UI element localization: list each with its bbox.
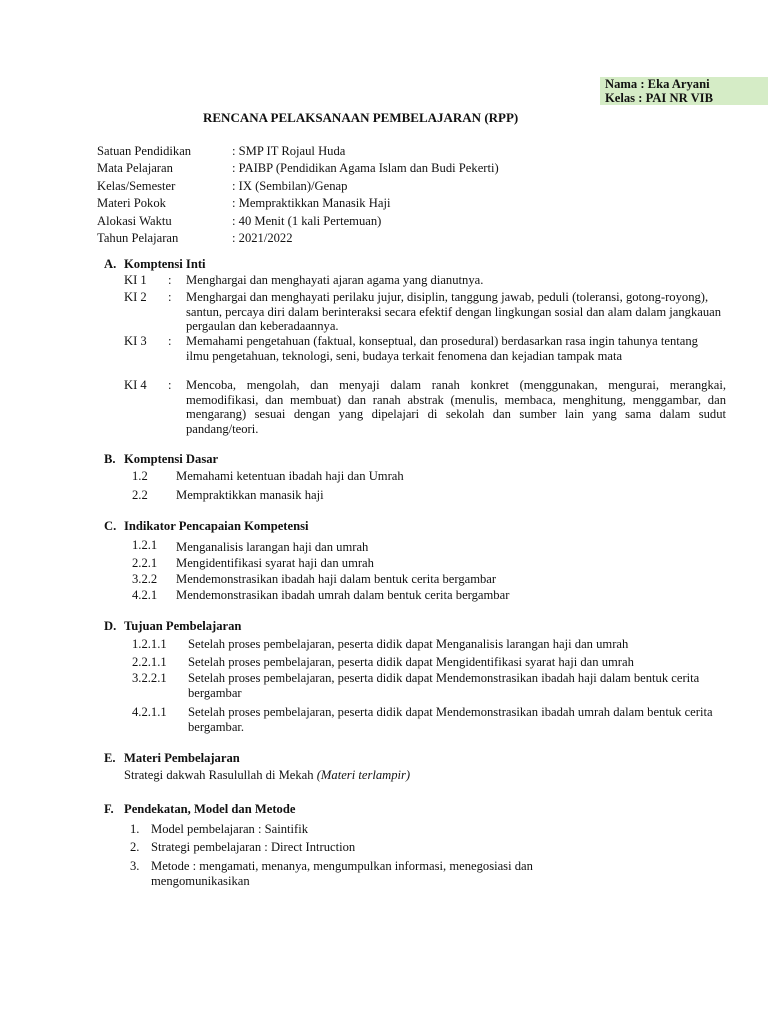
ki1-text: Menghargai dan menghayati ajaran agama yang dianutnya. — [186, 273, 484, 287]
ki2-code: KI 2 — [124, 290, 147, 304]
document-title: RENCANA PELAKSANAAN PEMBELAJARAN (RPP) — [203, 110, 519, 125]
section-b-heading: Komptensi Dasar — [124, 452, 219, 466]
method-num-2: 2. — [130, 840, 140, 854]
tp-text-1: Setelah proses pembelajaran, peserta didik dapat Menganalisis larangan haji dan umrah — [188, 637, 629, 651]
method-num-1: 1. — [130, 822, 140, 836]
ipk-text-4: Mendemonstrasikan ibadah umrah dalam bentuk cerita bergambar — [176, 588, 510, 602]
tp-code-4: 4.2.1.1 — [132, 705, 167, 719]
tp-code-3: 3.2.2.1 — [132, 671, 167, 685]
section-b-letter: B. — [104, 452, 116, 466]
tp-text-4: Setelah proses pembelajaran, peserta didik dapat Mendemonstrasikan ibadah umrah dalam bentuk cerita bergambar. — [188, 705, 713, 734]
ipk-code-3: 3.2.2 — [132, 572, 158, 586]
materi-text — [124, 768, 410, 783]
student-name: Nama : Eka Aryani — [605, 77, 710, 91]
ki3-text: Memahami pengetahuan (faktual, konseptual, dan prosedural) berdasarkan rasa ingin tahunya tentang ilmu pengetahuan, teknologi, seni, budaya terkait fenomena dan kejadian tampak mata — [186, 334, 698, 363]
kd-code-1: 1.2 — [132, 469, 148, 483]
ki1-colon: : — [168, 273, 172, 287]
materi-title: Strategi dakwah Rasulullah di Mekah — [124, 768, 314, 782]
ki3-code: KI 3 — [124, 334, 147, 348]
kd-text-1: Memahami ketentuan ibadah haji dan Umrah — [176, 469, 404, 483]
kd-code-2: 2.2 — [132, 488, 148, 502]
student-info-box — [600, 77, 768, 105]
method-text-2: Strategi pembelajaran : Direct Intruction — [151, 840, 356, 854]
section-c-heading: Indikator Pencapaian Kompetensi — [124, 519, 309, 533]
kd-text-2: Mempraktikkan manasik haji — [176, 488, 324, 502]
section-f-heading: Pendekatan, Model dan Metode — [124, 802, 296, 816]
identity-label-1: Mata Pelajaran — [97, 161, 173, 175]
section-f-letter: F. — [104, 802, 114, 816]
method-text-3: Metode : mengamati, menanya, mengumpulkan informasi, menegosiasi dan mengomunikasikan — [151, 859, 533, 888]
identity-value-3: : Mempraktikkan Manasik Haji — [232, 196, 391, 210]
materi-note: (Materi terlampir) — [316, 768, 411, 782]
ki1-code: KI 1 — [124, 273, 147, 287]
identity-value-4: : 40 Menit (1 kali Pertemuan) — [232, 214, 382, 228]
student-class: Kelas : PAI NR VIB — [605, 91, 713, 105]
ki2-text: Menghargai dan menghayati perilaku jujur, disiplin, tanggung jawab, peduli (toleransi, gotong-royong), santun, percaya diri dalam berinteraksi secara efektif dengan lingkungan sosial dan alam dalam jangkauan pergaulan dan keberadaannya. — [186, 290, 722, 333]
section-c-letter: C. — [104, 519, 117, 533]
identity-label-5: Tahun Pelajaran — [97, 231, 179, 245]
ipk-text-1: Menganalisis larangan haji dan umrah — [176, 540, 369, 554]
section-d-letter: D. — [104, 619, 117, 633]
section-a-letter: A. — [104, 257, 117, 271]
ipk-text-3: Mendemonstrasikan ibadah haji dalam bentuk cerita bergambar — [176, 572, 497, 586]
section-e-letter: E. — [104, 751, 116, 765]
section-e-heading: Materi Pembelajaran — [124, 751, 240, 765]
tp-text-3: Setelah proses pembelajaran, peserta didik dapat Mendemonstrasikan ibadah haji dalam bentuk cerita bergambar — [188, 671, 700, 700]
ki3-colon: : — [168, 334, 172, 348]
identity-value-5: : 2021/2022 — [232, 231, 293, 245]
ki4-code: KI 4 — [124, 378, 147, 392]
tp-code-1: 1.2.1.1 — [132, 637, 167, 651]
ipk-code-2: 2.2.1 — [132, 556, 158, 570]
identity-label-3: Materi Pokok — [97, 196, 166, 210]
identity-value-0: : SMP IT Rojaul Huda — [232, 144, 346, 158]
identity-label-4: Alokasi Waktu — [97, 214, 172, 228]
method-text-1: Model pembelajaran : Saintifik — [151, 822, 309, 836]
identity-label-0: Satuan Pendidikan — [97, 144, 192, 158]
identity-label-2: Kelas/Semester — [97, 179, 176, 193]
ipk-code-4: 4.2.1 — [132, 588, 158, 602]
identity-value-2: : IX (Sembilan)/Genap — [232, 179, 348, 193]
tp-text-2: Setelah proses pembelajaran, peserta didik dapat Mengidentifikasi syarat haji dan umrah — [188, 655, 634, 669]
ki4-colon: : — [168, 378, 172, 392]
section-d-heading: Tujuan Pembelajaran — [124, 619, 242, 633]
tp-code-2: 2.2.1.1 — [132, 655, 167, 669]
method-num-3: 3. — [130, 859, 140, 873]
ki2-colon: : — [168, 290, 172, 304]
ipk-text-2: Mengidentifikasi syarat haji dan umrah — [176, 556, 374, 570]
ipk-code-1: 1.2.1 — [132, 538, 158, 552]
section-a-heading: Komptensi Inti — [124, 257, 206, 271]
ki4-text: Mencoba, mengolah, dan menyaji dalam ranah konkret (menggunakan, mengurai, merangkai, memodifikasi, dan membuat) dan ranah abstrak (menulis, membaca, menghitung, menggambar, dan mengarang) sesuai dengan yang dipelajari di sekolah dan sumber lain yang sama dalam sudut pandang/teori. — [186, 378, 726, 436]
identity-value-1: : PAIBP (Pendidikan Agama Islam dan Budi Pekerti) — [232, 161, 499, 175]
